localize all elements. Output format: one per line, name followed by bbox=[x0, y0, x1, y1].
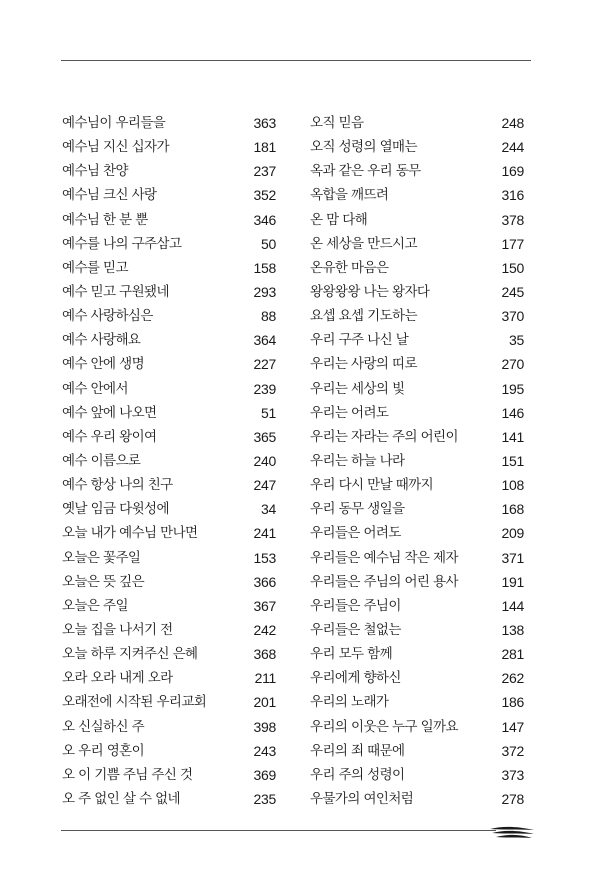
index-entry bbox=[310, 401, 524, 425]
entry-page: 227 bbox=[253, 356, 276, 373]
entry-title: 오 신실하신 주 bbox=[62, 718, 145, 735]
entry-page: 316 bbox=[501, 187, 524, 204]
entry-page: 262 bbox=[501, 670, 524, 687]
entry-page: 278 bbox=[501, 790, 524, 807]
entry-page: 370 bbox=[501, 308, 524, 325]
entry-page: 244 bbox=[501, 139, 524, 156]
entry-page: 398 bbox=[253, 718, 276, 735]
entry-page: 209 bbox=[501, 525, 524, 542]
entry-title: 우리들은 어려도 bbox=[310, 525, 401, 542]
index-entry bbox=[310, 377, 524, 401]
index-entry bbox=[62, 135, 276, 159]
index-entry bbox=[310, 352, 524, 376]
entry-page: 150 bbox=[501, 259, 524, 276]
entry-title: 우리 구주 나신 날 bbox=[310, 332, 409, 349]
entry-title: 오 이 기쁨 주님 주신 것 bbox=[62, 766, 193, 783]
entry-page: 367 bbox=[253, 597, 276, 614]
index-entry bbox=[62, 715, 276, 739]
entry-page: 270 bbox=[501, 356, 524, 373]
entry-page: 34 bbox=[261, 501, 276, 518]
entry-title: 오 주 없인 살 수 없네 bbox=[62, 790, 180, 807]
index-entry bbox=[62, 546, 276, 570]
entry-title: 오늘 내가 예수님 만나면 bbox=[62, 525, 198, 542]
index-entry bbox=[310, 546, 524, 570]
entry-page: 235 bbox=[253, 790, 276, 807]
top-rule bbox=[61, 60, 531, 61]
index-entry bbox=[310, 111, 524, 135]
index-entry bbox=[62, 594, 276, 618]
index-entry bbox=[62, 208, 276, 232]
entry-page: 247 bbox=[253, 477, 276, 494]
index-entry bbox=[310, 666, 524, 690]
entry-title: 예수 안에서 bbox=[62, 380, 128, 397]
entry-page: 366 bbox=[253, 573, 276, 590]
entry-title: 예수 사랑하심은 bbox=[62, 308, 153, 325]
index-entry bbox=[310, 521, 524, 545]
entry-title: 우리는 사랑의 띠로 bbox=[310, 356, 417, 373]
entry-title: 우물가의 여인처럼 bbox=[310, 790, 414, 807]
index-entry bbox=[62, 570, 276, 594]
entry-title: 예수님 크신 사랑 bbox=[62, 187, 157, 204]
index-column-right bbox=[310, 111, 524, 811]
entry-page: 371 bbox=[501, 549, 524, 566]
entry-title: 오늘은 꽃주일 bbox=[62, 549, 141, 566]
entry-title: 우리에게 향하신 bbox=[310, 670, 401, 687]
index-entry bbox=[310, 135, 524, 159]
index-column-left bbox=[62, 111, 276, 811]
entry-page: 88 bbox=[261, 308, 276, 325]
entry-title: 오늘은 주일 bbox=[62, 597, 128, 614]
entry-title: 우리 모두 함께 bbox=[310, 646, 393, 663]
entry-title: 옥합을 깨뜨려 bbox=[310, 187, 389, 204]
entry-page: 191 bbox=[501, 573, 524, 590]
entry-page: 51 bbox=[261, 404, 276, 421]
index-entry bbox=[62, 618, 276, 642]
entry-title: 오늘은 뜻 깊은 bbox=[62, 573, 145, 590]
entry-title: 예수 이름으로 bbox=[62, 452, 141, 469]
entry-page: 138 bbox=[501, 621, 524, 638]
index-entry bbox=[62, 256, 276, 280]
entry-title: 온 맘 다해 bbox=[310, 211, 368, 228]
index-entry bbox=[310, 739, 524, 763]
entry-page: 363 bbox=[253, 115, 276, 131]
entry-title: 예수님 찬양 bbox=[62, 163, 128, 180]
index-entry bbox=[310, 715, 524, 739]
entry-title: 우리의 죄 때문에 bbox=[310, 742, 405, 759]
index-entry bbox=[310, 280, 524, 304]
entry-page: 241 bbox=[253, 525, 276, 542]
entry-title: 우리 주의 성령이 bbox=[310, 766, 405, 783]
index-entry bbox=[310, 425, 524, 449]
entry-page: 239 bbox=[253, 380, 276, 397]
entry-page: 242 bbox=[253, 621, 276, 638]
index-entry bbox=[310, 594, 524, 618]
entry-page: 146 bbox=[501, 404, 524, 421]
index-entry bbox=[62, 521, 276, 545]
index-entry bbox=[62, 763, 276, 787]
index-entry bbox=[62, 232, 276, 256]
index-entry bbox=[310, 473, 524, 497]
entry-page: 147 bbox=[501, 718, 524, 735]
entry-title: 예수님 지신 십자가 bbox=[62, 139, 169, 156]
entry-page: 35 bbox=[509, 332, 524, 349]
entry-page: 186 bbox=[501, 694, 524, 711]
index-entry bbox=[62, 425, 276, 449]
index-entry bbox=[62, 352, 276, 376]
index-entry bbox=[310, 183, 524, 207]
index-entry bbox=[62, 401, 276, 425]
entry-title: 우리 다시 만날 때까지 bbox=[310, 477, 434, 494]
entry-page: 153 bbox=[253, 549, 276, 566]
index-entry bbox=[310, 497, 524, 521]
index-entry bbox=[310, 449, 524, 473]
bottom-rule bbox=[61, 830, 496, 831]
entry-page: 181 bbox=[253, 139, 276, 156]
index-entry bbox=[310, 787, 524, 811]
entry-page: 211 bbox=[254, 670, 276, 687]
index-entry bbox=[62, 642, 276, 666]
index-entry bbox=[62, 377, 276, 401]
entry-title: 오직 성령의 열매는 bbox=[310, 139, 417, 156]
index-entry bbox=[310, 328, 524, 352]
entry-title: 요셉 요셉 기도하는 bbox=[310, 308, 417, 325]
entry-page: 373 bbox=[501, 766, 524, 783]
entry-page: 245 bbox=[501, 283, 524, 300]
entry-page: 365 bbox=[253, 428, 276, 445]
entry-title: 우리는 자라는 주의 어린이 bbox=[310, 428, 458, 445]
index-entry bbox=[310, 618, 524, 642]
entry-title: 우리는 어려도 bbox=[310, 404, 389, 421]
entry-title: 오 우리 영혼이 bbox=[62, 742, 145, 759]
entry-title: 예수를 나의 구주삼고 bbox=[62, 235, 182, 252]
entry-page: 201 bbox=[253, 694, 276, 711]
entry-title: 예수 우리 왕이여 bbox=[62, 428, 157, 445]
index-entry bbox=[62, 690, 276, 714]
entry-title: 오직 믿음 bbox=[310, 115, 364, 131]
entry-page: 169 bbox=[501, 163, 524, 180]
entry-title: 옛날 임금 다윗성에 bbox=[62, 501, 169, 518]
entry-title: 우리의 이웃은 누구 일까요 bbox=[310, 718, 458, 735]
entry-page: 240 bbox=[253, 452, 276, 469]
entry-title: 옥과 같은 우리 동무 bbox=[310, 163, 421, 180]
index-entry bbox=[310, 690, 524, 714]
entry-title: 우리들은 주님이 bbox=[310, 597, 401, 614]
entry-title: 왕왕왕왕 나는 왕자다 bbox=[310, 283, 430, 300]
swoosh-ornament-icon bbox=[488, 820, 536, 842]
index-entry bbox=[310, 208, 524, 232]
entry-page: 364 bbox=[253, 332, 276, 349]
entry-title: 우리는 하늘 나라 bbox=[310, 452, 405, 469]
entry-title: 우리들은 예수님 작은 제자 bbox=[310, 549, 458, 566]
entry-page: 50 bbox=[261, 235, 276, 252]
entry-title: 우리의 노래가 bbox=[310, 694, 389, 711]
entry-title: 오늘 집을 나서기 전 bbox=[62, 621, 173, 638]
entry-title: 오늘 하루 지켜주신 은혜 bbox=[62, 646, 198, 663]
entry-title: 예수 사랑해요 bbox=[62, 332, 141, 349]
entry-title: 예수 앞에 나오면 bbox=[62, 404, 157, 421]
index-entry bbox=[62, 739, 276, 763]
index-entry bbox=[62, 304, 276, 328]
entry-page: 195 bbox=[501, 380, 524, 397]
entry-page: 108 bbox=[501, 477, 524, 494]
entry-page: 369 bbox=[253, 766, 276, 783]
entry-page: 243 bbox=[253, 742, 276, 759]
entry-title: 온 세상을 만드시고 bbox=[310, 235, 417, 252]
entry-title: 예수 믿고 구원됐네 bbox=[62, 283, 169, 300]
entry-page: 158 bbox=[253, 259, 276, 276]
entry-page: 177 bbox=[501, 235, 524, 252]
index-entry bbox=[310, 304, 524, 328]
index-entry bbox=[62, 183, 276, 207]
index-entry bbox=[62, 111, 276, 135]
entry-page: 281 bbox=[501, 646, 524, 663]
entry-page: 352 bbox=[253, 187, 276, 204]
entry-title: 우리들은 주님의 어린 용사 bbox=[310, 573, 458, 590]
index-entry bbox=[310, 570, 524, 594]
entry-title: 예수 항상 나의 친구 bbox=[62, 477, 173, 494]
entry-page: 144 bbox=[501, 597, 524, 614]
entry-page: 372 bbox=[501, 742, 524, 759]
entry-title: 우리는 세상의 빛 bbox=[310, 380, 405, 397]
entry-page: 346 bbox=[253, 211, 276, 228]
entry-page: 293 bbox=[253, 283, 276, 300]
entry-title: 우리들은 철없는 bbox=[310, 621, 401, 638]
index-entry bbox=[62, 328, 276, 352]
entry-title: 예수님 한 분 뿐 bbox=[62, 211, 148, 228]
entry-page: 368 bbox=[253, 646, 276, 663]
index-entry bbox=[310, 159, 524, 183]
index-entry bbox=[310, 763, 524, 787]
index-entry bbox=[62, 473, 276, 497]
entry-page: 237 bbox=[253, 163, 276, 180]
entry-page: 378 bbox=[501, 211, 524, 228]
entry-title: 예수 안에 생명 bbox=[62, 356, 145, 373]
entry-title: 예수를 믿고 bbox=[62, 259, 128, 276]
index-entry bbox=[62, 280, 276, 304]
index-entry bbox=[310, 232, 524, 256]
entry-page: 141 bbox=[501, 428, 524, 445]
index-entry bbox=[62, 449, 276, 473]
entry-title: 예수님이 우리들을 bbox=[62, 115, 166, 131]
entry-title: 오라 오라 내게 오라 bbox=[62, 670, 173, 687]
index-entry bbox=[62, 666, 276, 690]
entry-title: 오래전에 시작된 우리교회 bbox=[62, 694, 207, 711]
index-entry bbox=[310, 642, 524, 666]
index-entry bbox=[62, 787, 276, 811]
entry-title: 온유한 마음은 bbox=[310, 259, 389, 276]
entry-title: 우리 동무 생일을 bbox=[310, 501, 405, 518]
entry-page: 168 bbox=[501, 501, 524, 518]
entry-page: 248 bbox=[501, 115, 524, 131]
index-entry bbox=[62, 497, 276, 521]
index-entry bbox=[310, 256, 524, 280]
index-entry bbox=[62, 159, 276, 183]
entry-page: 151 bbox=[501, 452, 524, 469]
